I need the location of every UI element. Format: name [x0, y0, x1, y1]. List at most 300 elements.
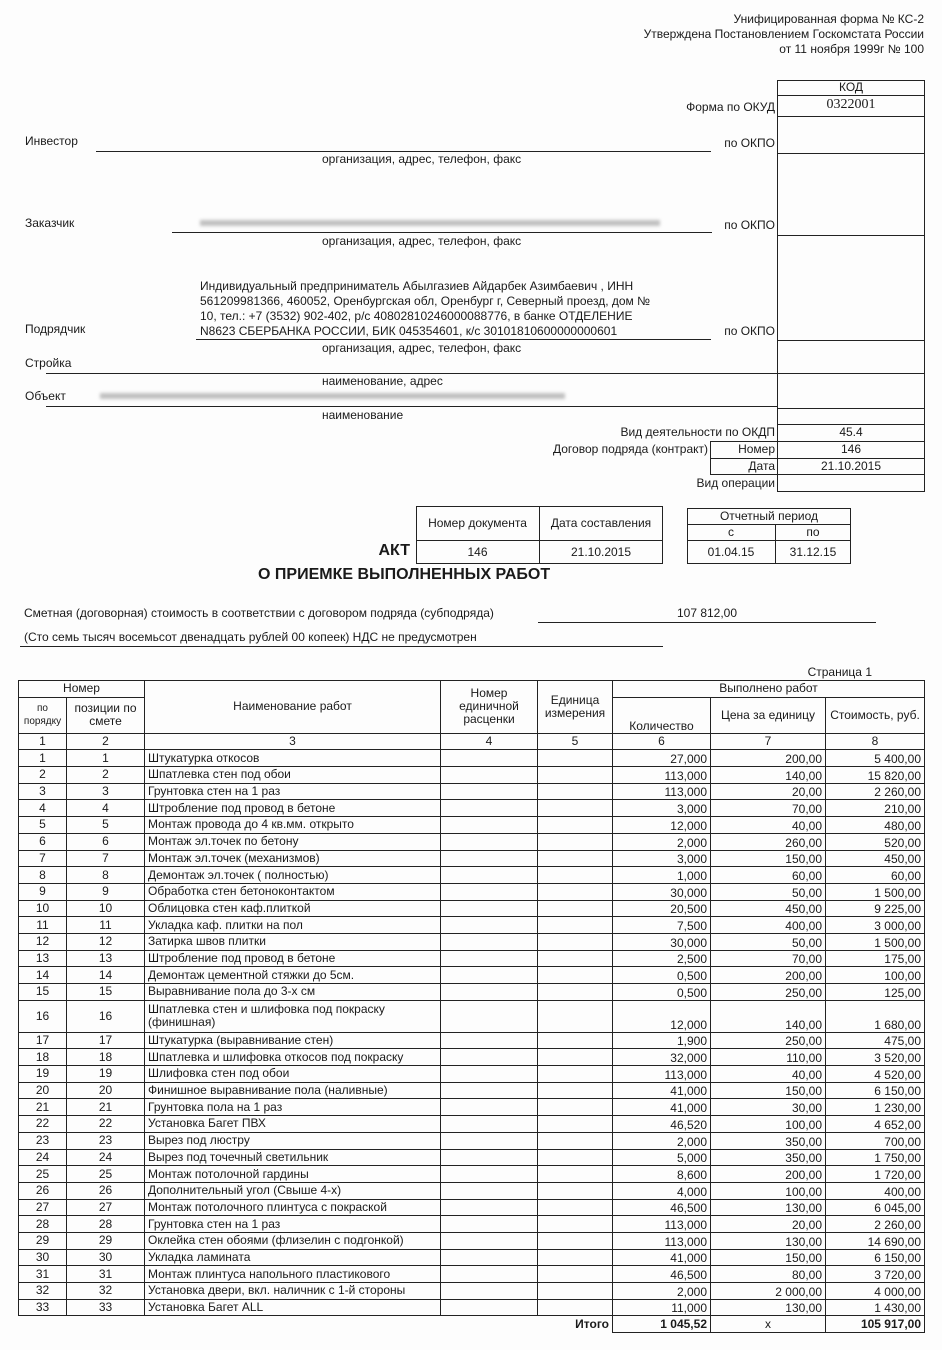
row-position: 9 — [67, 883, 145, 900]
row-price: 200,00 — [711, 967, 826, 984]
row-name: Укладка каф. плитки на пол — [145, 917, 441, 934]
row-name: Выравнивание пола до 3-х см — [145, 984, 441, 1001]
row-rate — [441, 1132, 538, 1149]
row-rate — [441, 867, 538, 884]
table-row — [19, 817, 925, 834]
row-unit — [538, 1132, 613, 1149]
row-position: 1 — [67, 750, 145, 767]
row-unit — [538, 750, 613, 767]
row-price: 100,00 — [711, 1116, 826, 1133]
row-quantity: 7,500 — [613, 917, 711, 934]
table-row — [19, 1266, 925, 1283]
row-rate — [441, 833, 538, 850]
row-name: Грунтовка стен на 1 раз — [145, 1216, 441, 1233]
row-cost: 400,00 — [826, 1182, 925, 1199]
row-unit — [538, 1116, 613, 1133]
row-price: 140,00 — [711, 767, 826, 784]
row-position: 23 — [67, 1132, 145, 1149]
row-position: 30 — [67, 1249, 145, 1266]
row-order: 31 — [19, 1266, 67, 1283]
row-position: 16 — [67, 1000, 145, 1032]
row-order: 5 — [19, 817, 67, 834]
row-quantity: 30,000 — [613, 883, 711, 900]
row-position: 15 — [67, 984, 145, 1001]
row-order: 22 — [19, 1116, 67, 1133]
row-name: Обработка стен бетоноконтактом — [145, 883, 441, 900]
row-position: 22 — [67, 1116, 145, 1133]
row-position: 4 — [67, 800, 145, 817]
row-quantity: 41,000 — [613, 1249, 711, 1266]
row-order: 14 — [19, 967, 67, 984]
row-price: 200,00 — [711, 1166, 826, 1183]
row-rate — [441, 917, 538, 934]
table-row — [19, 1149, 925, 1166]
row-quantity: 0,500 — [613, 984, 711, 1001]
row-quantity: 27,000 — [613, 750, 711, 767]
row-price: 40,00 — [711, 1066, 826, 1083]
table-row — [19, 1066, 925, 1083]
object-label: Объект — [25, 389, 66, 403]
table-row — [19, 1000, 925, 1032]
row-price: 250,00 — [711, 1032, 826, 1049]
row-rate — [441, 1099, 538, 1116]
row-position: 33 — [67, 1299, 145, 1316]
table-row — [19, 800, 925, 817]
row-name: Грунтовка пола на 1 раз — [145, 1099, 441, 1116]
okud-label: Форма по ОКУД — [686, 100, 775, 114]
row-name: Укладка ламината — [145, 1249, 441, 1266]
row-quantity: 41,000 — [613, 1082, 711, 1099]
row-rate — [441, 1199, 538, 1216]
row-position: 7 — [67, 850, 145, 867]
row-order: 23 — [19, 1132, 67, 1149]
row-cost: 480,00 — [826, 817, 925, 834]
row-cost: 100,00 — [826, 967, 925, 984]
row-unit — [538, 984, 613, 1001]
row-price: 150,00 — [711, 1249, 826, 1266]
column-number: 7 — [711, 733, 826, 750]
row-rate — [441, 1216, 538, 1233]
row-price: 250,00 — [711, 984, 826, 1001]
row-cost: 3 520,00 — [826, 1049, 925, 1066]
row-name: Монтаж потолочного плинтуса с покраской — [145, 1199, 441, 1216]
row-position: 12 — [67, 933, 145, 950]
row-unit — [538, 850, 613, 867]
row-order: 33 — [19, 1299, 67, 1316]
row-quantity: 3,000 — [613, 800, 711, 817]
contract-label: Договор подряда (контракт) — [552, 442, 708, 456]
row-price: 20,00 — [711, 783, 826, 800]
contractor-details — [200, 279, 650, 339]
row-rate — [441, 800, 538, 817]
act-title: АКТ — [378, 542, 410, 559]
customer-caption: организация, адрес, телефон, факс — [322, 234, 522, 248]
row-unit — [538, 1066, 613, 1083]
row-position: 25 — [67, 1166, 145, 1183]
row-price: 110,00 — [711, 1049, 826, 1066]
row-name: Монтаж эл.точек (механизмов) — [145, 850, 441, 867]
row-position: 5 — [67, 817, 145, 834]
row-unit — [538, 1000, 613, 1032]
row-price: 450,00 — [711, 900, 826, 917]
column-number: 8 — [826, 733, 925, 750]
row-rate — [441, 783, 538, 800]
row-order: 19 — [19, 1066, 67, 1083]
period-to: 31.12.15 — [789, 545, 837, 559]
row-name: Демонтаж цементной стяжки до 5см. — [145, 967, 441, 984]
row-unit — [538, 1149, 613, 1166]
table-row — [19, 1099, 925, 1116]
row-price: 70,00 — [711, 950, 826, 967]
row-unit — [538, 1199, 613, 1216]
column-number: 1 — [19, 733, 67, 750]
row-order: 9 — [19, 883, 67, 900]
row-rate — [441, 883, 538, 900]
row-order: 10 — [19, 900, 67, 917]
contract-number-label: Номер — [738, 442, 775, 456]
row-quantity: 113,000 — [613, 1066, 711, 1083]
table-row — [19, 984, 925, 1001]
row-unit — [538, 967, 613, 984]
row-name: Финишное выравнивание пола (наливные) — [145, 1082, 441, 1099]
customer-okpo-label: по ОКПО — [724, 218, 775, 232]
row-price: 130,00 — [711, 1199, 826, 1216]
row-cost: 1 750,00 — [826, 1149, 925, 1166]
row-cost: 175,00 — [826, 950, 925, 967]
row-position: 29 — [67, 1232, 145, 1249]
table-row — [19, 1232, 925, 1249]
row-quantity: 46,520 — [613, 1116, 711, 1133]
row-unit — [538, 900, 613, 917]
total-price: x — [711, 1316, 826, 1333]
table-row — [19, 1132, 925, 1149]
row-cost: 9 225,00 — [826, 900, 925, 917]
row-rate — [441, 1182, 538, 1199]
row-position: 32 — [67, 1283, 145, 1300]
row-position: 21 — [67, 1099, 145, 1116]
row-name: Шлифовка стен под обои — [145, 1066, 441, 1083]
row-cost: 6 045,00 — [826, 1199, 925, 1216]
header-quantity: Количество — [613, 697, 711, 733]
row-cost: 4 000,00 — [826, 1283, 925, 1300]
row-quantity: 1,900 — [613, 1032, 711, 1049]
row-position: 14 — [67, 967, 145, 984]
row-quantity: 8,600 — [613, 1166, 711, 1183]
row-unit — [538, 1299, 613, 1316]
row-cost: 3 000,00 — [826, 917, 925, 934]
table-row — [19, 917, 925, 934]
row-order: 2 — [19, 767, 67, 784]
row-name: Монтаж потолочной гардины — [145, 1166, 441, 1183]
row-unit — [538, 1032, 613, 1049]
row-order: 13 — [19, 950, 67, 967]
table-row — [19, 883, 925, 900]
total-cost: 105 917,00 — [826, 1316, 925, 1333]
row-quantity: 4,000 — [613, 1182, 711, 1199]
column-number: 5 — [538, 733, 613, 750]
header-position: позиции по смете — [67, 697, 145, 733]
row-rate — [441, 1266, 538, 1283]
header-done: Выполнено работ — [613, 681, 925, 698]
row-position: 26 — [67, 1182, 145, 1199]
row-unit — [538, 767, 613, 784]
investor-caption: организация, адрес, телефон, факс — [322, 152, 522, 166]
row-cost: 1 680,00 — [826, 1000, 925, 1032]
row-order: 30 — [19, 1249, 67, 1266]
customer-redacted — [200, 220, 660, 226]
row-cost: 2 260,00 — [826, 783, 925, 800]
row-order: 12 — [19, 933, 67, 950]
row-unit — [538, 867, 613, 884]
row-cost: 700,00 — [826, 1132, 925, 1149]
customer-line — [172, 232, 712, 233]
table-row — [19, 950, 925, 967]
table-row — [19, 867, 925, 884]
table-row — [19, 967, 925, 984]
row-position: 2 — [67, 767, 145, 784]
row-rate — [441, 900, 538, 917]
row-cost: 1 500,00 — [826, 883, 925, 900]
header-order: по порядку — [19, 697, 67, 733]
row-cost: 520,00 — [826, 833, 925, 850]
row-price: 130,00 — [711, 1299, 826, 1316]
total-quantity: 1 045,52 — [613, 1316, 711, 1333]
row-price: 20,00 — [711, 1216, 826, 1233]
row-order: 7 — [19, 850, 67, 867]
row-price: 150,00 — [711, 850, 826, 867]
row-price: 140,00 — [711, 1000, 826, 1032]
row-price: 130,00 — [711, 1232, 826, 1249]
row-rate — [441, 1299, 538, 1316]
column-number: 3 — [145, 733, 441, 750]
column-number: 6 — [613, 733, 711, 750]
object-caption: наименование — [322, 408, 404, 422]
customer-label: Заказчик — [25, 216, 75, 230]
codes-title: КОД — [838, 80, 864, 94]
investor-okpo-label: по ОКПО — [724, 136, 775, 150]
row-position: 8 — [67, 867, 145, 884]
row-quantity: 2,000 — [613, 1132, 711, 1149]
row-unit — [538, 1049, 613, 1066]
row-order: 26 — [19, 1182, 67, 1199]
row-price: 400,00 — [711, 917, 826, 934]
doc-date: 21.10.2015 — [570, 545, 632, 559]
row-rate — [441, 1232, 538, 1249]
row-cost: 125,00 — [826, 984, 925, 1001]
row-order: 20 — [19, 1082, 67, 1099]
row-price: 30,00 — [711, 1099, 826, 1116]
row-unit — [538, 950, 613, 967]
works-table — [18, 680, 925, 1333]
row-rate — [441, 1049, 538, 1066]
row-rate — [441, 1000, 538, 1032]
row-order: 8 — [19, 867, 67, 884]
row-order: 29 — [19, 1232, 67, 1249]
row-price: 260,00 — [711, 833, 826, 850]
row-order: 1 — [19, 750, 67, 767]
row-order: 28 — [19, 1216, 67, 1233]
row-quantity: 3,000 — [613, 850, 711, 867]
row-quantity: 2,000 — [613, 833, 711, 850]
site-label: Стройка — [25, 356, 72, 370]
okud-code: 0322001 — [826, 97, 876, 112]
row-rate — [441, 1082, 538, 1099]
row-quantity: 46,500 — [613, 1199, 711, 1216]
row-rate — [441, 984, 538, 1001]
row-cost: 6 150,00 — [826, 1082, 925, 1099]
contractor-okpo-label: по ОКПО — [724, 324, 775, 338]
row-position: 20 — [67, 1082, 145, 1099]
row-cost: 1 230,00 — [826, 1099, 925, 1116]
row-cost: 210,00 — [826, 800, 925, 817]
row-order: 27 — [19, 1199, 67, 1216]
row-order: 6 — [19, 833, 67, 850]
period-from-label: с — [728, 525, 734, 539]
row-position: 24 — [67, 1149, 145, 1166]
doc-date-label: Дата составления — [550, 516, 652, 530]
row-quantity: 30,000 — [613, 933, 711, 950]
row-unit — [538, 917, 613, 934]
row-unit — [538, 800, 613, 817]
row-rate — [441, 950, 538, 967]
table-row — [19, 1216, 925, 1233]
row-position: 19 — [67, 1066, 145, 1083]
row-price: 50,00 — [711, 883, 826, 900]
table-row — [19, 1049, 925, 1066]
row-cost: 3 720,00 — [826, 1266, 925, 1283]
doc-number: 146 — [467, 545, 488, 559]
row-name: Штукатурка (выравнивание стен) — [145, 1032, 441, 1049]
row-cost: 6 150,00 — [826, 1249, 925, 1266]
table-row — [19, 783, 925, 800]
column-number: 2 — [67, 733, 145, 750]
row-cost: 4 520,00 — [826, 1066, 925, 1083]
row-rate — [441, 1249, 538, 1266]
table-row — [19, 1199, 925, 1216]
row-order: 3 — [19, 783, 67, 800]
row-name: Шпатлевка стен и шлифовка под покраску (финишная) — [145, 1000, 441, 1032]
row-quantity: 12,000 — [613, 817, 711, 834]
row-rate — [441, 817, 538, 834]
row-position: 18 — [67, 1049, 145, 1066]
form-name: Унифицированная форма № КС-2 — [733, 12, 924, 26]
row-quantity: 5,000 — [613, 1149, 711, 1166]
row-unit — [538, 1232, 613, 1249]
period-to-label: по — [806, 525, 820, 539]
table-row — [19, 1082, 925, 1099]
row-price: 350,00 — [711, 1149, 826, 1166]
contractor-line: N8623 СБЕРБАНКА РОССИИ, БИК 045354601, к/с 30101810600000000601 — [200, 324, 618, 338]
column-number: 4 — [441, 733, 538, 750]
row-position: 10 — [67, 900, 145, 917]
table-row — [19, 1299, 925, 1316]
contract-cost-label: Сметная (договорная) стоимость в соответствии с договором подряда (субподряда) — [24, 606, 494, 620]
contract-cost-value: 107 812,00 — [676, 606, 738, 620]
row-price: 2 000,00 — [711, 1283, 826, 1300]
page-number: Страница 1 — [807, 665, 872, 679]
row-name: Оклейка стен обоями (флизелин с подгонкой) — [145, 1232, 441, 1249]
table-row — [19, 1283, 925, 1300]
row-cost: 1 500,00 — [826, 933, 925, 950]
row-quantity: 2,000 — [613, 1283, 711, 1300]
row-name: Облицовка стен каф.плиткой — [145, 900, 441, 917]
row-cost: 450,00 — [826, 850, 925, 867]
header-unit: Единица измерения — [538, 681, 613, 734]
row-name: Монтаж плинтуса напольного пластикового — [145, 1266, 441, 1283]
row-unit — [538, 817, 613, 834]
row-name: Штробление под провод в бетоне — [145, 800, 441, 817]
row-order: 21 — [19, 1099, 67, 1116]
row-rate — [441, 750, 538, 767]
form-header — [644, 12, 924, 57]
row-rate — [441, 1283, 538, 1300]
contractor-line: 561209981366, 460052, Оренбургская обл, Оренбург г, Северный проезд, дом № — [200, 294, 650, 308]
row-unit — [538, 883, 613, 900]
row-name: Установка двери, вкл. наличник с 1-й стороны — [145, 1283, 441, 1300]
approved-by: Утверждена Постановлением Госкомстата России — [643, 27, 924, 41]
row-cost: 4 652,00 — [826, 1116, 925, 1133]
row-order: 15 — [19, 984, 67, 1001]
row-order: 17 — [19, 1032, 67, 1049]
table-row — [19, 833, 925, 850]
period-label: Отчетный период — [719, 509, 819, 523]
act-subtitle: О ПРИЕМКЕ ВЫПОЛНЕННЫХ РАБОТ — [258, 566, 551, 583]
header-cost: Стоимость, руб. — [826, 697, 925, 733]
row-cost: 60,00 — [826, 867, 925, 884]
contractor-label: Подрядчик — [25, 322, 86, 336]
row-name: Установка Багет ALL — [145, 1299, 441, 1316]
row-cost: 475,00 — [826, 1032, 925, 1049]
row-quantity: 41,000 — [613, 1099, 711, 1116]
row-name: Установка Багет ПВХ — [145, 1116, 441, 1133]
row-price: 200,00 — [711, 750, 826, 767]
table-row — [19, 850, 925, 867]
row-name: Дополнительный угол (Свыше 4-х) — [145, 1182, 441, 1199]
row-cost: 14 690,00 — [826, 1232, 925, 1249]
row-rate — [441, 967, 538, 984]
row-name: Монтаж эл.точек по бетону — [145, 833, 441, 850]
row-name: Штробление под провод в бетоне — [145, 950, 441, 967]
row-unit — [538, 783, 613, 800]
row-name: Шпатлевка стен под обои — [145, 767, 441, 784]
row-rate — [441, 1066, 538, 1083]
row-rate — [441, 1032, 538, 1049]
row-quantity: 46,500 — [613, 1266, 711, 1283]
row-unit — [538, 1099, 613, 1116]
row-cost: 15 820,00 — [826, 767, 925, 784]
row-cost: 1 430,00 — [826, 1299, 925, 1316]
row-price: 60,00 — [711, 867, 826, 884]
row-name: Вырез под точечный светильник — [145, 1149, 441, 1166]
row-position: 3 — [67, 783, 145, 800]
row-price: 100,00 — [711, 1182, 826, 1199]
row-quantity: 113,000 — [613, 1216, 711, 1233]
row-name: Вырез под люстру — [145, 1132, 441, 1149]
row-order: 16 — [19, 1000, 67, 1032]
row-rate — [441, 933, 538, 950]
row-cost: 2 260,00 — [826, 1216, 925, 1233]
contractor-line: 10, тел.: +7 (3532) 902-402, р/с 40802810246000088776, в банке ОТДЕЛЕНИЕ — [200, 309, 633, 323]
table-row — [19, 1116, 925, 1133]
row-cost: 5 400,00 — [826, 750, 925, 767]
row-name: Затирка швов плитки — [145, 933, 441, 950]
row-position: 6 — [67, 833, 145, 850]
row-unit — [538, 1082, 613, 1099]
header-price: Цена за единицу — [711, 697, 826, 733]
table-row — [19, 900, 925, 917]
row-quantity: 12,000 — [613, 1000, 711, 1032]
row-position: 13 — [67, 950, 145, 967]
